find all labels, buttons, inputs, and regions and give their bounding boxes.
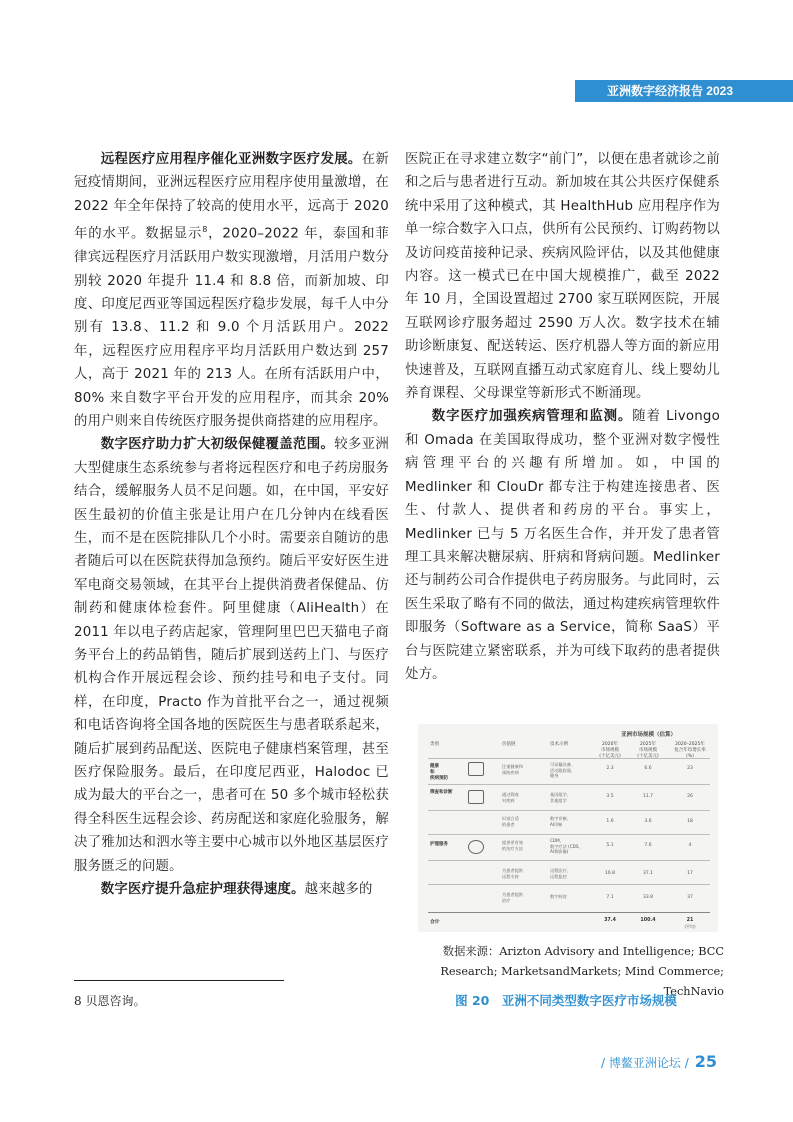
footer-label: / 博鳌亚洲论坛 / — [601, 1056, 689, 1070]
page-footer — [601, 1052, 717, 1071]
footnote-ref[interactable]: 8 — [202, 225, 208, 235]
header-tech: 技术示例 — [550, 742, 568, 747]
row-2020: 7.1 — [606, 895, 614, 900]
paragraph-acute-care-cont: 医院正在寻求建立数字“前门”，以便在患者就诊之前和之后与患者进行互动。新加坡在其公共医疗保健系统中采用了这种模式，其 HealthHub 应用程序作为单一综合数字入口点，供所有公民预约、订购药物以及访问疫苗接种记录、疾病风险评估，以及其他健康内容。这一模式已在中国大规模推广，截至 2022 年 10 月，全国设置超过 2700 家互联网医院，开展互联网诊疗服务超过 2590 万人次。数字技术在辅助诊断康复、配送转运、医疗机器人等方面的新应用快速普及，互联网直播互动式家庭育儿、线上婴幼儿养育课程、父母课堂等新形式不断涌现。 — [405, 152, 720, 402]
row-tech: 远程医疗、 远程监控 — [550, 868, 571, 879]
total-label: 合计 — [430, 920, 440, 925]
row-cagr: 26 — [687, 794, 693, 799]
row-2020: 1.6 — [606, 819, 614, 824]
row-divider — [428, 834, 710, 835]
paragraph-primary-care — [74, 433, 389, 878]
row-cagr: 4 — [688, 843, 692, 848]
paragraph-text: 随着 Livongo 和 Omada 在美国取得成功，整个亚洲对数字慢性病管理平台的兴趣有所增加。如，中国的 Medlinker 和 ClouDr 都专注于构建连接患者、医生、付款人、提供者和药房的平台。事实上，Medlinker 已与 5 万名医生合作，并开发了患者管理工具来解决糖尿病、肝病和肾病问题。Medlinker 还与制药公司合作提供电子药房服务。与此同时，云医生采取了略有不同的做法，通过构建疾病管理软件即服务（Software as a Service，简称 SaaS）平台与医院建立紧密联系，并为可线下取药的患者提供处方。 — [405, 409, 720, 682]
care-icon — [468, 840, 484, 854]
row-tech: 基因组学、 其他组学 — [550, 792, 571, 803]
row-2020: 2.3 — [606, 766, 614, 771]
left-column — [74, 148, 389, 901]
paragraph-heading: 远程医疗应用程序催化亚洲数字医疗发展。 — [100, 152, 362, 167]
row-tech: 可穿戴设备、 活动跟踪器、 健身 — [550, 762, 576, 778]
paragraph-text: 越来越多的 — [304, 882, 373, 898]
figure-title: 亚洲市场规模（估算） — [621, 732, 677, 738]
pulse-icon — [468, 790, 484, 804]
row-value-chain: 通过筛查 对疾病 — [502, 792, 519, 803]
figure-caption: 图 20 亚洲不同类型数字医疗市场规模 — [455, 993, 677, 1008]
row-category: 健康 和 疾病预防 — [430, 764, 448, 781]
row-2020: 16.8 — [604, 871, 616, 876]
report-title-bar — [575, 80, 793, 102]
header-2025: 2025年 市场规模 (十亿美元) — [637, 742, 659, 759]
row-cagr: 17 — [687, 871, 693, 876]
row-2025: 33.8 — [642, 895, 654, 900]
row-2025: 37.1 — [642, 871, 654, 876]
row-divider — [428, 860, 710, 861]
paragraph-text: 在新冠疫情期间，亚洲远程医疗应用程序使用量激增，在 2022 年全年保持了较高的使用水平，远高于 2020 年的水平。数据显示 — [74, 152, 389, 242]
paragraph-heading: 数字医疗助力扩大初级保健覆盖范围。 — [100, 437, 335, 453]
header-cagr: 2020–2025年 复合年均增长率 (%) — [674, 742, 706, 759]
row-value-chain: 为患者提供 治疗 — [502, 892, 523, 903]
paragraph-telemedicine — [74, 148, 389, 433]
total-2025: 100.4 — [640, 918, 656, 923]
row-value-chain: 注重健康和 预防疾病 — [502, 764, 523, 775]
row-divider — [428, 912, 710, 913]
paragraph-acute-care — [74, 878, 389, 901]
row-value-chain: 识别合适 的患者 — [502, 816, 519, 827]
row-tech: 数字诊断、 AI诊断 — [550, 816, 571, 827]
row-category: 护理服务 — [430, 842, 448, 847]
row-divider — [428, 810, 710, 811]
row-2025: 11.7 — [642, 794, 654, 799]
wearable-icon — [468, 762, 484, 776]
report-title: 亚洲数字经济报告 2023 — [606, 84, 733, 98]
row-2020: 3.5 — [606, 794, 614, 799]
footnote: 8 贝恩咨询。 — [74, 994, 146, 1008]
row-cagr: 37 — [687, 895, 693, 900]
footnote-divider — [74, 980, 284, 981]
header-value-chain: 价值链 — [502, 742, 516, 747]
row-2025: 7.6 — [644, 843, 652, 848]
header-category: 类别 — [430, 742, 439, 747]
row-value-chain: 为患者提供 远程支持 — [502, 868, 523, 879]
row-2025: 3.6 — [644, 819, 652, 824]
row-tech: CDM、 数字疗法 (CDS、 AI和影像) — [550, 838, 583, 854]
row-divider — [428, 884, 710, 885]
paragraph-heading: 数字医疗加强疾病管理和监测。 — [431, 409, 633, 425]
row-cagr: 23 — [687, 766, 693, 771]
row-cagr: 18 — [687, 819, 693, 824]
row-2025: 6.6 — [644, 766, 652, 771]
row-value-chain: 提供更有效 的治疗方法 — [502, 840, 523, 851]
figure-source: 数据来源：Arizton Advisory and Intelligence; BCC Research; MarketsandMarkets; Mind Commerce; TechNavio — [440, 945, 724, 998]
row-2020: 5.1 — [606, 843, 614, 848]
row-divider — [428, 758, 710, 759]
market-size-figure — [418, 724, 718, 932]
right-column — [405, 148, 720, 686]
total-cagr-note: (平均) — [684, 924, 696, 929]
row-category: 筛查和诊断 — [430, 790, 453, 795]
row-divider — [428, 784, 710, 785]
row-tech: 数字药房 — [550, 894, 567, 899]
paragraph-disease-management — [405, 405, 720, 686]
header-2020: 2020年 市场规模 (十亿美元) — [599, 742, 621, 759]
paragraph-text: 较多亚洲大型健康生态系统参与者将远程医疗和电子药房服务结合，缓解服务人员不足问题。如，在中国，平安好医生最初的价值主张是让用户在几分钟内在线看医生，而不是在医院排队几个小时。需要亲自随访的患者随后可以在医院获得加急预约。随后平安好医生进军电商交易领域，在其平台上提供消费者保健品、仿制药和健康体检套件。阿里健康（AliHealth）在 2011 年以电子药店起家，管理阿里巴巴天猫电子商务平台上的药品销售，随后扩展到送药上门、与医疗机构合作开展远程会诊、预约挂号和电子支付。同样，在印度，Practo 作为首批平台之一，通过视频和电话咨询将全国各地的医院医生与患者联系起来，随后扩展到药品配送、医院电子健康档案管理，甚至医疗保险服务。最后，在印度尼西亚，Halodoc 已成为最大的平台之一，患者可在 50 多个城市轻松获得全科医生远程会诊、药房配送和家庭化验服务，解决了雅加达和泗水等主要中心城市以外地区基层医疗服务匮乏的问题。 — [74, 437, 389, 874]
page-number: 25 — [694, 1052, 717, 1071]
total-cagr: 21 — [686, 918, 694, 923]
total-2020: 37.4 — [604, 918, 616, 923]
paragraph-heading: 数字医疗提升急症护理获得速度。 — [100, 882, 305, 898]
paragraph-text: ，2020–2022 年，泰国和菲律宾远程医疗月活跃用户数实现激增，月活用户数分别较 2020 年提升 11.4 和 8.8 倍，而新加坡、印度、印度尼西亚等国远程医疗稳步发展，每千人中分别有 13.8、11.2 和 9.0 个月活跃用户。2022 年，远程医疗应用程序平均月活跃用户数达到 257 人，高于 2021 年的 213 人。在所有活跃用户中，80% 来自数字平台开发的应用程序，而其余 20% 的用户则来自传统医疗服务提供商搭建的应用程序。 — [74, 226, 389, 429]
